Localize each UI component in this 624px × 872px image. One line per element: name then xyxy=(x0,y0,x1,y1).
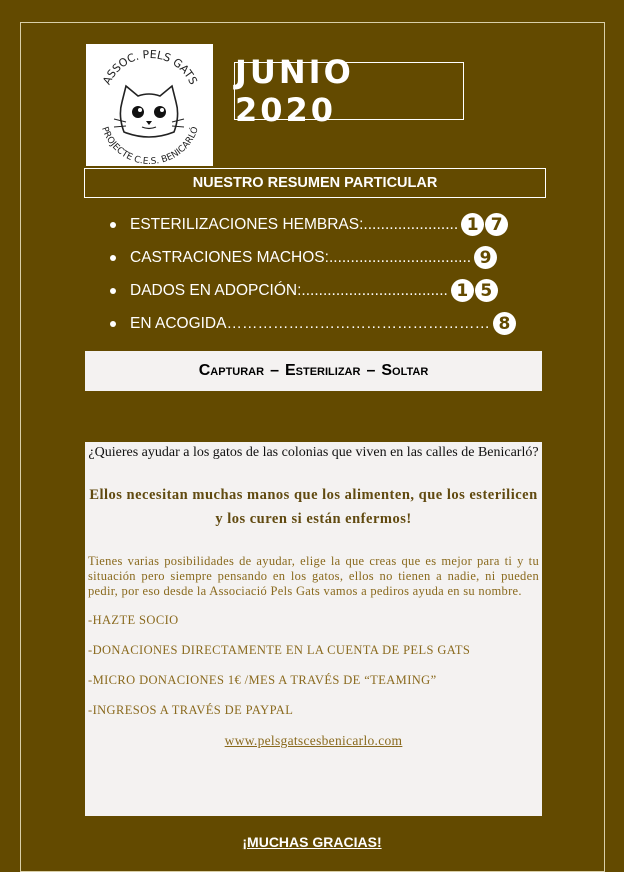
stat-dots: ...................... xyxy=(363,215,459,233)
bullet-icon xyxy=(110,288,116,294)
bullet-icon xyxy=(110,321,116,327)
stat-value xyxy=(492,312,516,335)
help-need: Ellos necesitan muchas manos que los alimenten, que los esterilicen y los curen si están enfermos! xyxy=(89,487,538,527)
stat-adopted xyxy=(108,274,548,307)
motto-capture: Capturar xyxy=(198,362,265,379)
motto-separator: – xyxy=(270,362,279,379)
motto-sterilize: Esterilizar xyxy=(284,362,361,379)
stat-digit: 1 xyxy=(451,279,474,302)
motto-banner xyxy=(85,351,542,391)
stat-castrations-males xyxy=(108,241,548,274)
website-link[interactable]: www.pelsgatscesbenicarlo.com xyxy=(224,733,403,748)
stat-label: EN ACOGIDA xyxy=(130,314,227,332)
stat-dots: .................................. xyxy=(301,281,448,299)
logo-top-text: ASSOC. PELS GATS xyxy=(100,47,200,87)
bullet-icon xyxy=(110,222,116,228)
stat-digit: 9 xyxy=(474,246,497,269)
stat-sterilizations-females xyxy=(108,208,548,241)
stat-digit: 5 xyxy=(475,279,498,302)
bullet-icon xyxy=(110,255,116,261)
month-title: JUNIO 2020 xyxy=(234,62,464,120)
stat-label: DADOS EN ADOPCIÓN: xyxy=(130,281,302,299)
help-description: Tienes varias posibilidades de ayudar, elige la que creas que es mejor para ti y tu situación pero siempre pensando en los gatos, ellos no tienen a nadie, ni pueden pedir, por eso desde la Associació Pels Gats vamos a pediros ayuda en su nombre. xyxy=(88,554,539,598)
stat-digit: 1 xyxy=(461,213,484,236)
option-direct-donation: -DONACIONES DIRECTAMENTE EN LA CUENTA DE PELS GATS xyxy=(88,643,471,657)
stat-dots: …………………………………………… xyxy=(226,314,490,332)
stat-digit: 8 xyxy=(493,312,516,335)
logo-bottom-text: PROJECTE C.E.S. BENICARLÓ xyxy=(99,125,201,166)
stat-value xyxy=(450,279,498,302)
stat-foster xyxy=(108,307,548,340)
motto-separator: – xyxy=(366,362,376,379)
thanks-text: ¡MUCHAS GRACIAS! xyxy=(242,834,382,850)
stat-label: ESTERILIZACIONES HEMBRAS: xyxy=(130,215,364,233)
stats-list xyxy=(108,208,548,340)
stat-label: CASTRACIONES MACHOS: xyxy=(130,248,329,266)
stat-value xyxy=(460,213,508,236)
option-teaming: -MICRO DONACIONES 1€ /MES A TRAVÉS DE “TEAMING” xyxy=(88,673,437,687)
option-paypal: -INGRESOS A TRAVÉS DE PAYPAL xyxy=(88,703,294,717)
stat-dots: ................................. xyxy=(328,248,472,266)
help-question: ¿Quieres ayudar a los gatos de las colonias que viven en las calles de Benicarló? xyxy=(88,445,539,460)
stat-value xyxy=(473,246,497,269)
summary-heading: NUESTRO RESUMEN PARTICULAR xyxy=(84,168,546,198)
motto-release: Soltar xyxy=(381,362,429,379)
help-panel xyxy=(85,442,542,816)
cat-face-icon xyxy=(86,44,213,166)
option-member: -HAZTE SOCIO xyxy=(88,613,179,627)
association-logo xyxy=(86,44,213,166)
stat-digit: 7 xyxy=(485,213,508,236)
